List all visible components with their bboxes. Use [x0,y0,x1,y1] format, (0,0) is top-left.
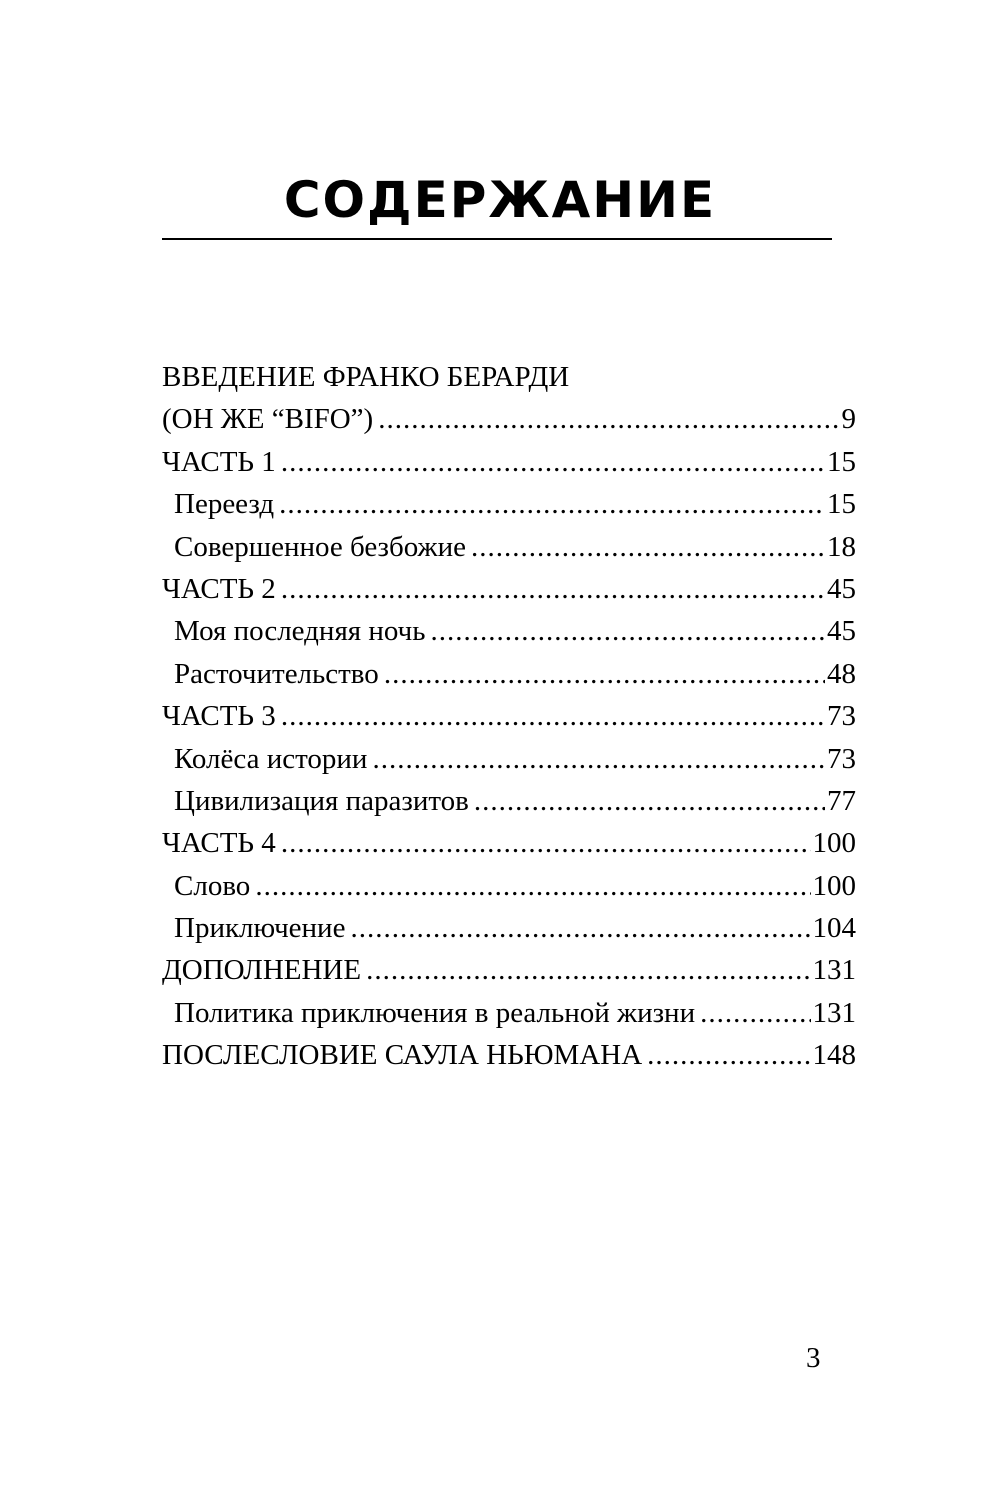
toc-entry-title: (ОН ЖЕ “BIFO”) [162,403,374,436]
toc-entry-rastochitelstvo [162,653,856,695]
dot-leader [281,695,825,737]
table-of-contents [162,356,856,1077]
toc-entry-intro-heading [162,356,856,398]
toc-entry-page: 15 [827,445,856,478]
toc-entry-adventure [162,907,856,949]
toc-entry-title: ДОПОЛНЕНИЕ [162,954,362,987]
dot-leader [279,483,825,525]
toc-entry-title: Расточительство [174,657,379,690]
toc-entry-title: Приключение [174,912,346,945]
dot-leader [366,949,810,991]
toc-entry-title: ЧАСТЬ 3 [162,700,276,733]
toc-entry-page: 131 [812,996,856,1029]
toc-entry-title: Колёса истории [174,742,368,775]
toc-entry-title: ПОСЛЕСЛОВИЕ САУЛА НЬЮМАНА [162,1039,643,1072]
toc-entry-title: Цивилизация паразитов [174,784,469,817]
dot-leader [350,907,810,949]
dot-leader [281,822,811,864]
toc-entry-politics-of-adventure [162,992,856,1034]
dot-leader [281,441,825,483]
toc-entry-pereezd [162,483,856,525]
toc-entry-title: ЧАСТЬ 4 [162,827,276,860]
toc-entry-page: 45 [827,572,856,605]
toc-entry-appendix [162,949,856,991]
toc-entry-page: 9 [841,403,856,436]
toc-entry-slovo [162,865,856,907]
toc-entry-intro [162,398,856,440]
dot-leader [378,398,839,440]
page-title: СОДЕРЖАНИЕ [283,171,717,229]
toc-entry-page: 131 [812,954,856,987]
toc-entry-part-1 [162,441,856,483]
toc-entry-parasites [162,780,856,822]
dot-leader [372,738,825,780]
toc-entry-part-3 [162,695,856,737]
dot-leader [471,526,825,568]
toc-entry-wheels-of-history [162,738,856,780]
toc-entry-part-2 [162,568,856,610]
toc-entry-title: ЧАСТЬ 2 [162,572,276,605]
toc-entry-page: 45 [827,615,856,648]
toc-entry-page: 148 [812,1039,856,1072]
toc-entry-page: 48 [827,657,856,690]
dot-leader [474,780,825,822]
toc-entry-title: Слово [174,869,251,902]
toc-entry-title: Совершенное безбожие [174,530,466,563]
toc-entry-title: ВВЕДЕНИЕ ФРАНКО БЕРАРДИ [162,361,570,393]
toc-entry-title: Переезд [174,488,275,521]
dot-leader [430,610,825,652]
toc-entry-page: 104 [812,912,856,945]
toc-entry-page: 18 [827,530,856,563]
page-number: 3 [806,1342,821,1374]
toc-entry-page: 100 [812,827,856,860]
title-divider [162,238,832,240]
dot-leader [384,653,825,695]
toc-entry-last-night [162,610,856,652]
toc-entry-bezbozhie [162,526,856,568]
toc-entry-page: 77 [827,784,856,817]
toc-entry-title: Политика приключения в реальной жизни [174,996,696,1029]
dot-leader [647,1034,810,1076]
toc-entry-title: ЧАСТЬ 1 [162,445,276,478]
dot-leader [281,568,825,610]
toc-entry-page: 100 [812,869,856,902]
toc-entry-page: 73 [827,742,856,775]
toc-entry-title: Моя последняя ночь [174,615,426,648]
toc-entry-page: 15 [827,488,856,521]
toc-entry-afterword [162,1034,856,1076]
dot-leader [700,992,810,1034]
dot-leader [255,865,810,907]
toc-entry-part-4 [162,822,856,864]
toc-entry-page: 73 [827,700,856,733]
